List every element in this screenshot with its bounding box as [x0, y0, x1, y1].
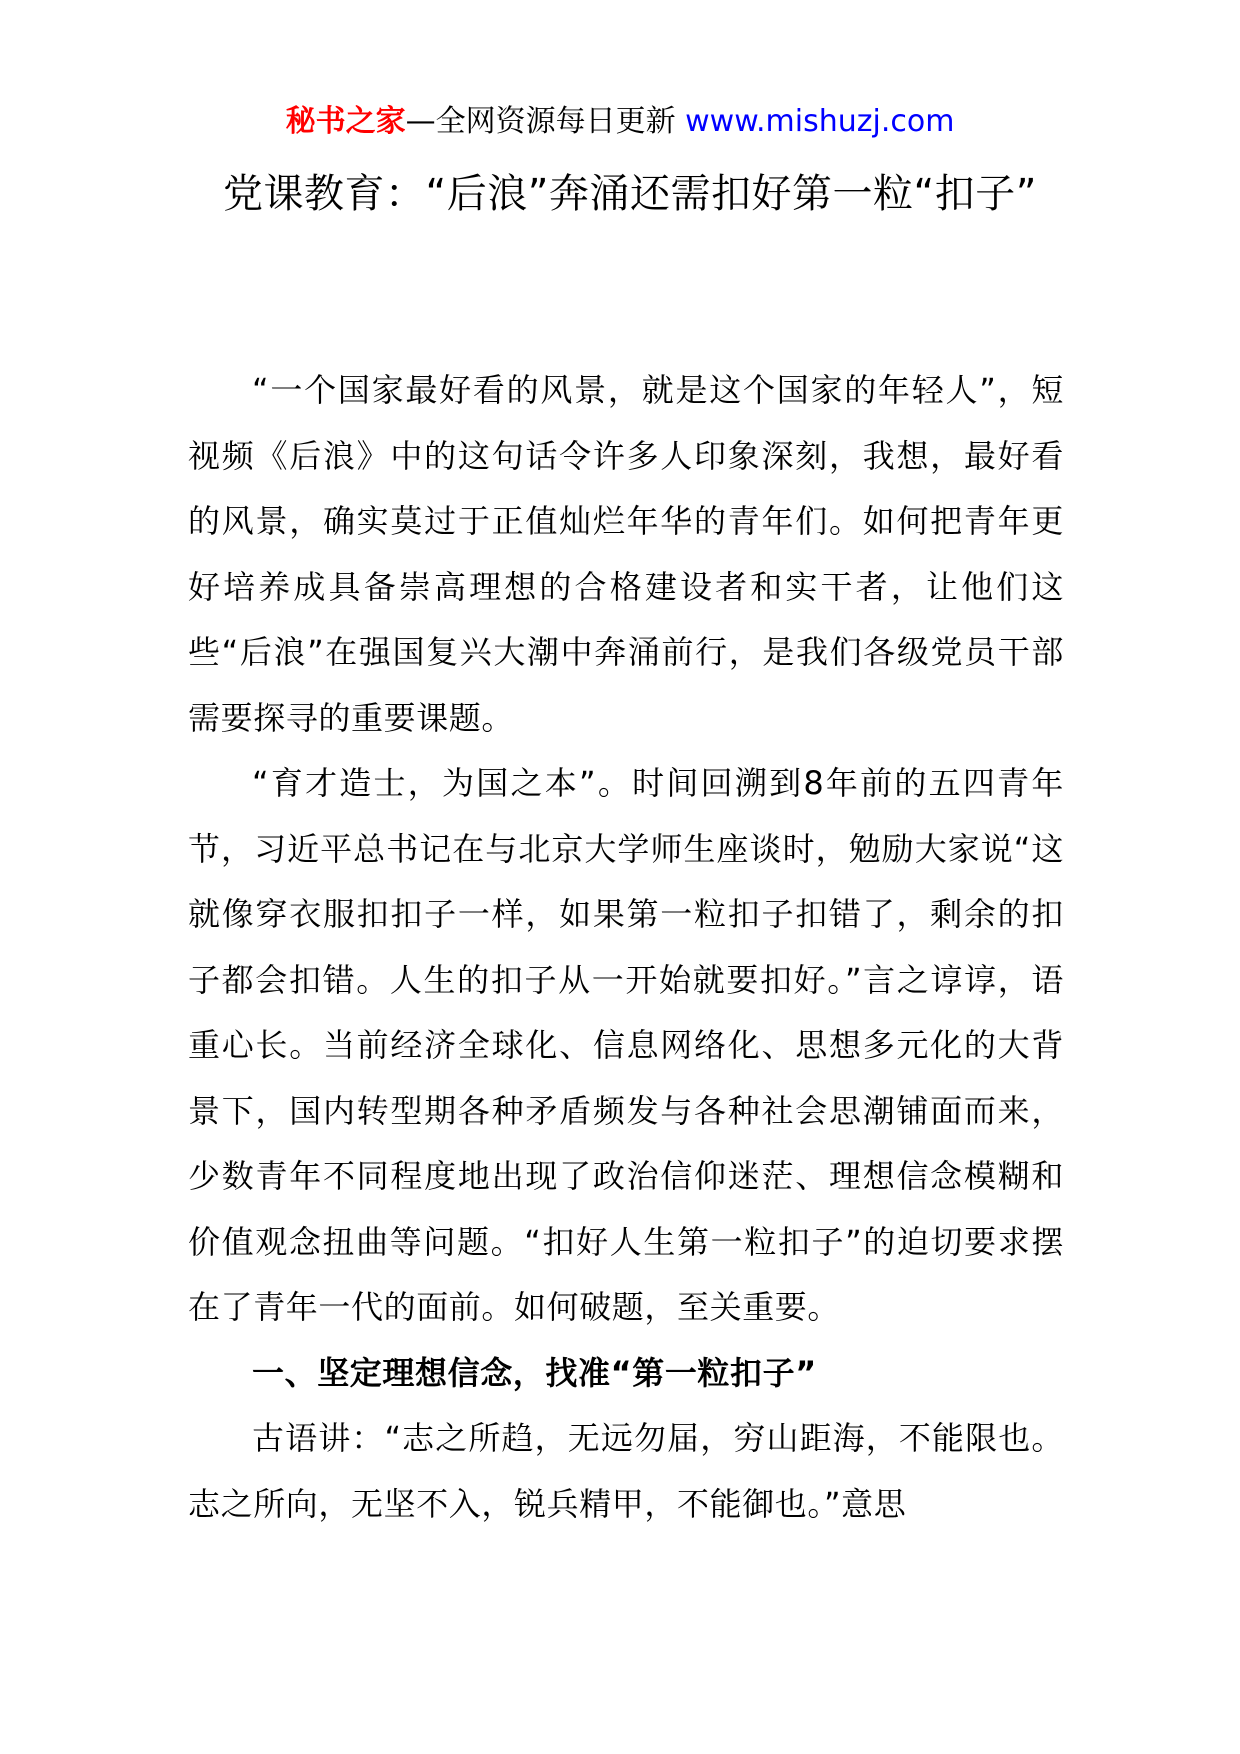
body-paragraph-1: “一个国家最好看的风景，就是这个国家的年轻人”，短视频《后浪》中的这句话令许多人印象深刻，我想，最好看的风景，确实莫过于正值灿烂年华的青年们。如何把青年更好培养成具备崇高理想的合格建设者和实干者，让他们这些“后浪”在强国复兴大潮中奔涌前行，是我们各级党员干部需要探寻的重要课题。	[188, 371, 1064, 737]
site-header	[0, 98, 1240, 146]
site-brand: 秘书之家	[285, 104, 406, 139]
site-url-link[interactable]: www.mishuzj.com	[685, 104, 955, 139]
section-paragraph: 古语讲：“志之所趋，无远勿届，穷山距海，不能限也。志之所向，无坚不入，锐兵精甲，不能御也。”意思	[188, 1419, 1064, 1523]
body-paragraph-2: “育才造士，为国之本”。时间回溯到8年前的五四青年节，习近平总书记在与北京大学师生座谈时，勉励大家说“这就像穿衣服扣扣子一样，如果第一粒扣子扣错了，剩余的扣子都会扣错。人生的扣子从一开始就要扣好。”言之谆谆，语重心长。当前经济全球化、信息网络化、思想多元化的大背景下，国内转型期各种矛盾频发与各种社会思潮铺面而来，少数青年不同程度地出现了政治信仰迷茫、理想信念模糊和价值观念扭曲等问题。“扣好人生第一粒扣子”的迫切要求摆在了青年一代的面前。如何破题，至关重要。	[188, 764, 1064, 1326]
section-heading: 一、坚定理想信念，找准“第一粒扣子”	[252, 1353, 817, 1392]
site-tagline: —全网资源每日更新	[405, 104, 676, 139]
document-title: 党课教育：“后浪”奔涌还需扣好第一粒“扣子”	[223, 171, 1037, 217]
document-body	[188, 358, 1064, 1537]
